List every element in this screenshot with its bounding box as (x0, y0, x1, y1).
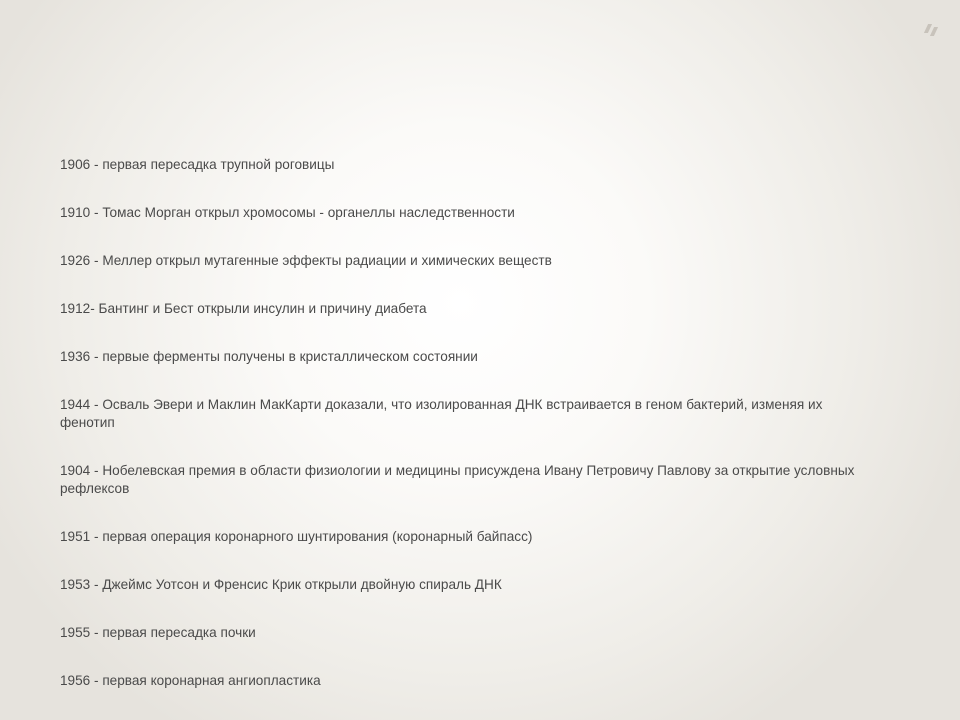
list-item: 1944 - Осваль Эвери и Маклин МакКарти доказали, что изолированная ДНК встраивается в геном бактерий, изменяя их фенотип (60, 397, 823, 430)
list-item: 1926 - Меллер открыл мутагенные эффекты радиации и химических веществ (60, 253, 552, 268)
list-item: 1936 - первые ферменты получены в кристаллическом состоянии (60, 349, 478, 364)
list-item: 1956 - первая коронарная ангиопластика (60, 673, 321, 688)
list-item: 1912- Бантинг и Бест открыли инсулин и причину диабета (60, 301, 427, 316)
list-item: 1910 - Томас Морган открыл хромосомы - органеллы наследственности (60, 205, 515, 220)
list-item: 1906 - первая пересадка трупной роговицы (60, 157, 335, 172)
corner-decoration (924, 24, 938, 38)
list-item: 1953 - Джеймс Уотсон и Френсис Крик открыли двойную спираль ДНК (60, 577, 502, 592)
timeline-list (60, 156, 880, 720)
list-item: 1955 - первая пересадка почки (60, 625, 256, 640)
list-item: 1904 - Нобелевская премия в области физиологии и медицины присуждена Ивану Петровичу Павлову за открытие условных рефлексов (60, 463, 855, 496)
list-item: 1951 - первая операция коронарного шунтирования (коронарный байпасс) (60, 529, 533, 544)
